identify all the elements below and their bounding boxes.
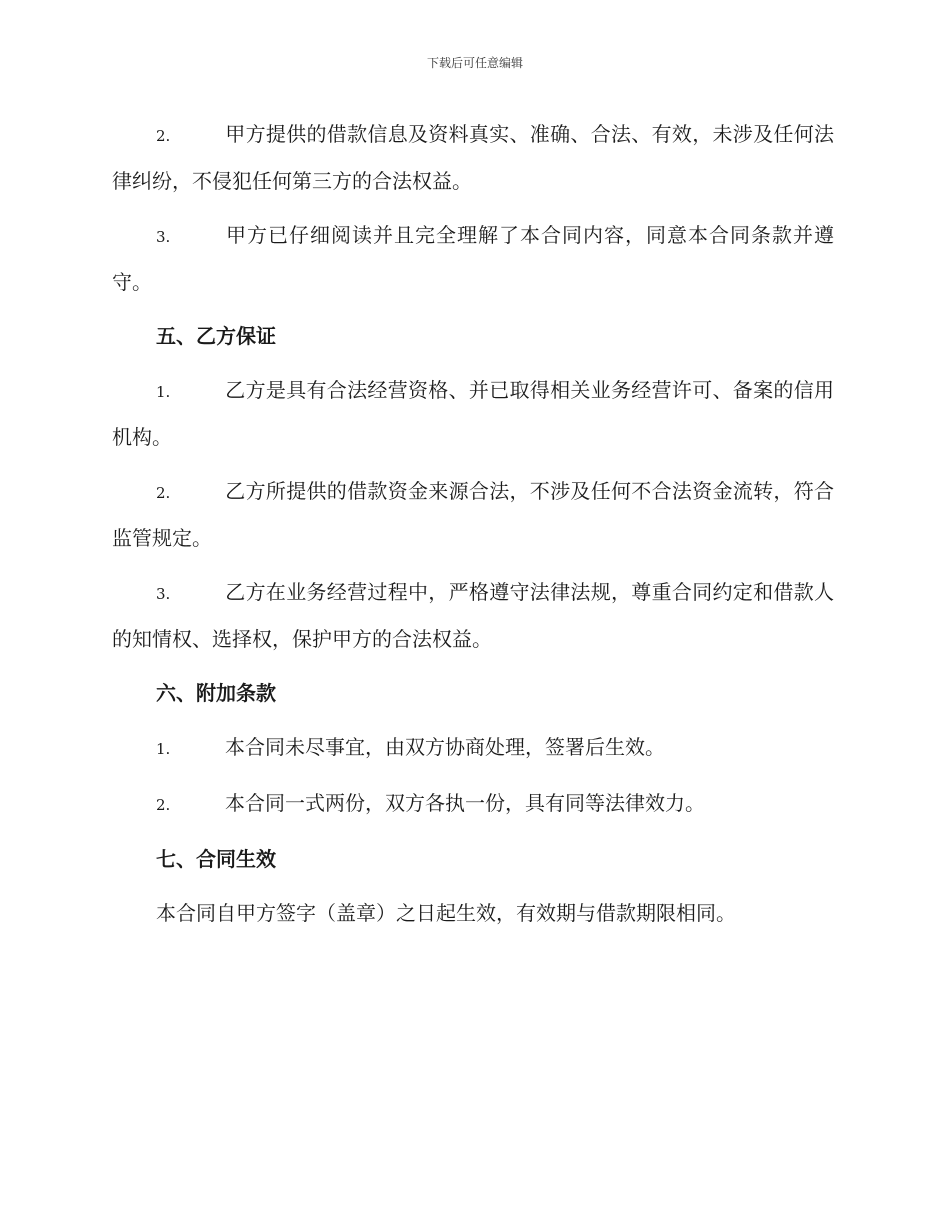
clause-number: 2. [156, 127, 171, 145]
clause-5-2 [112, 469, 834, 561]
clause-text: 本合同未尽事宜，由双方协商处理，签署后生效。 [225, 735, 665, 759]
clause-number: 1. [156, 383, 171, 401]
clause-text: 甲方已仔细阅读并且完全理解了本合同内容，同意本合同条款并遵守。 [112, 223, 834, 294]
clause-4-3 [112, 213, 834, 305]
document-body [112, 112, 834, 936]
clause-text: 乙方在业务经营过程中，严格遵守法律法规，尊重合同约定和借款人的知情权、选择权，保护甲方的合法权益。 [112, 580, 834, 651]
clause-4-2 [112, 112, 834, 204]
clause-text: 乙方所提供的借款资金来源合法，不涉及任何不合法资金流转，符合监管规定。 [112, 479, 834, 550]
header-note: 下载后可任意编辑 [426, 56, 523, 70]
effectiveness-paragraph: 本合同自甲方签字（盖章）之日起生效，有效期与借款期限相同。 [156, 901, 736, 925]
clause-5-1 [112, 368, 834, 460]
clause-6-2 [112, 781, 834, 828]
clause-number: 3. [156, 228, 171, 246]
clause-number: 2. [156, 796, 171, 814]
clause-6-1 [112, 725, 834, 772]
section-heading-7: 七、合同生效 [156, 847, 276, 871]
clause-number: 3. [156, 585, 171, 603]
clause-text: 乙方是具有合法经营资格、并已取得相关业务经营许可、备案的信用机构。 [112, 378, 834, 449]
clause-5-3 [112, 570, 834, 662]
section-heading-6: 六、附加条款 [156, 681, 276, 705]
clause-number: 1. [156, 740, 171, 758]
section-heading-5: 五、乙方保证 [156, 324, 276, 348]
clause-text: 甲方提供的借款信息及资料真实、准确、合法、有效，未涉及任何法律纠纷，不侵犯任何第三方的合法权益。 [112, 122, 834, 193]
clause-number: 2. [156, 484, 171, 502]
clause-text: 本合同一式两份，双方各执一份，具有同等法律效力。 [225, 791, 705, 815]
